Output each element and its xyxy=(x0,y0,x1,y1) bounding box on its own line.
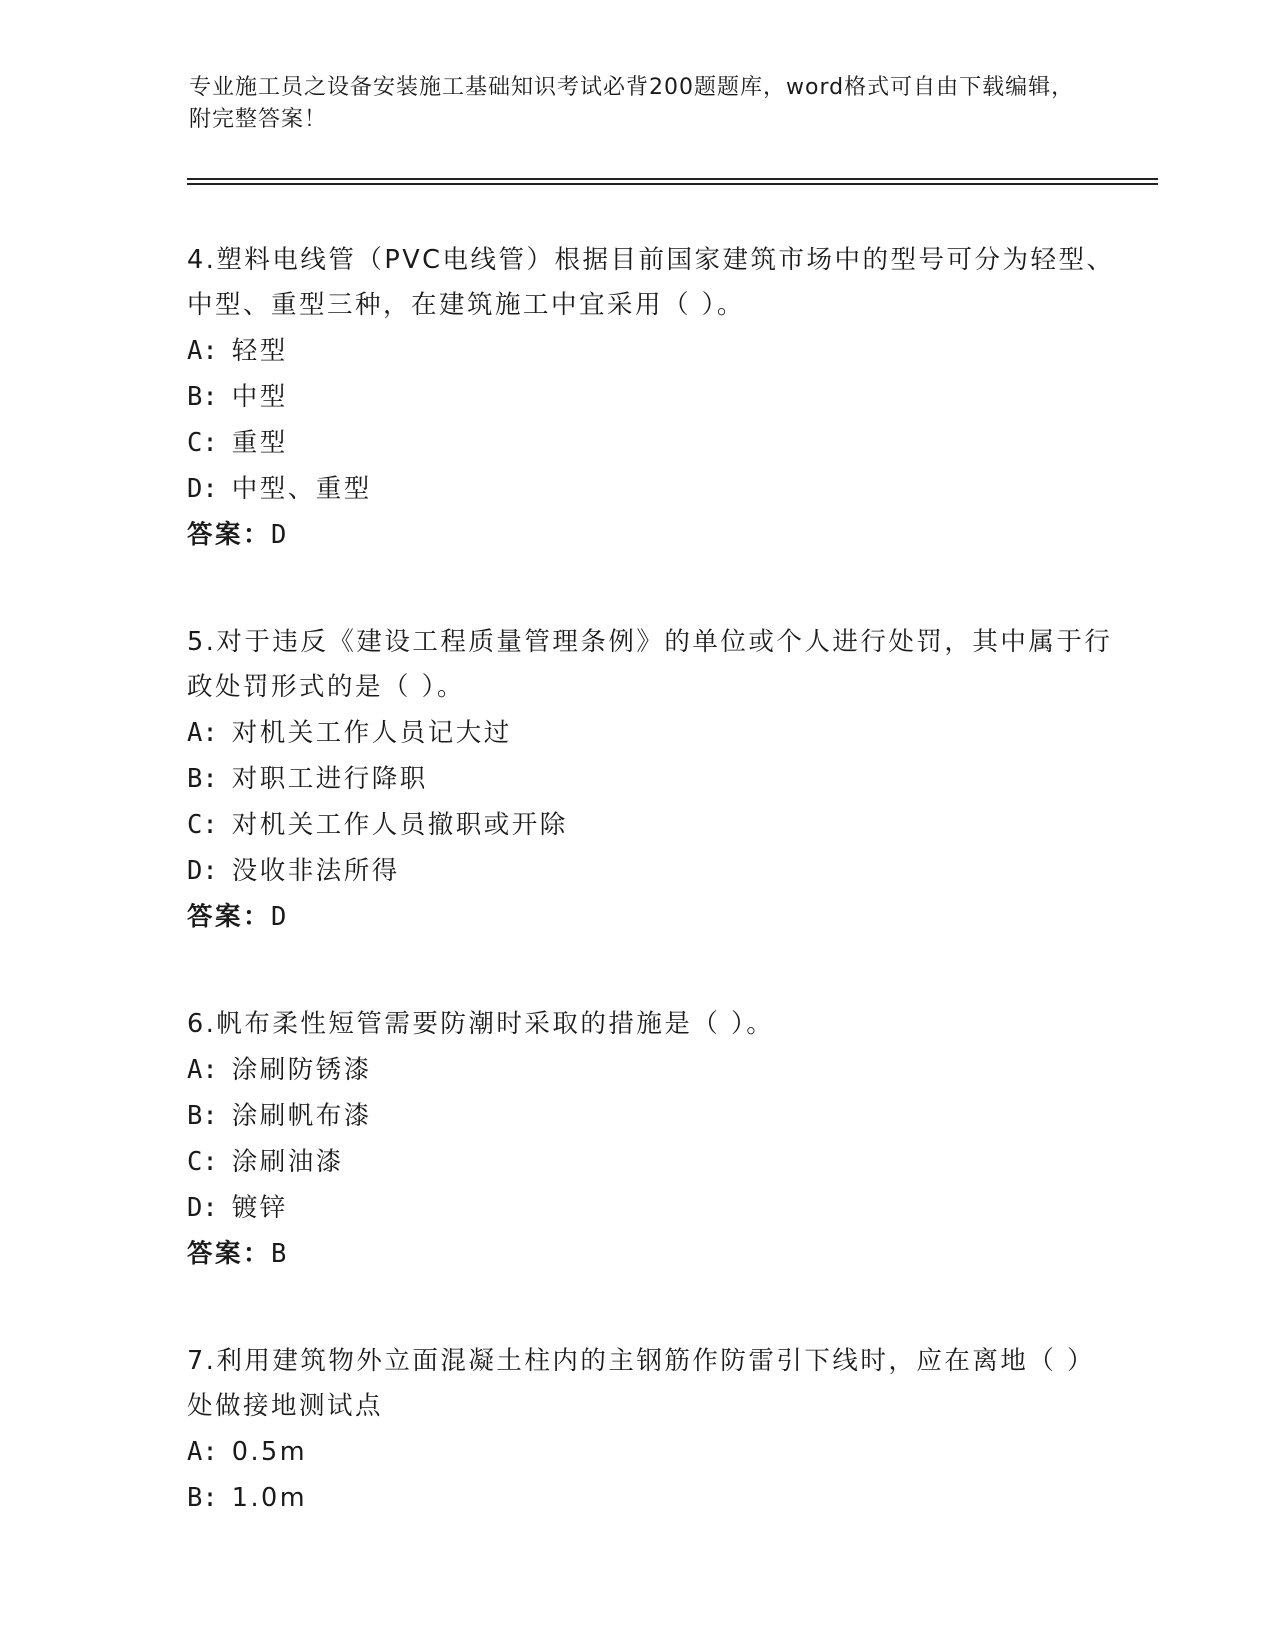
option-letter: A: xyxy=(187,718,218,748)
option-c xyxy=(187,802,1117,848)
document-header xyxy=(189,72,1089,136)
question-body: 帆布柔性短管需要防潮时采取的措施是（ ）。 xyxy=(216,1009,775,1039)
option-b xyxy=(187,374,1117,420)
option-letter: A: xyxy=(187,336,218,366)
answer-line xyxy=(187,512,1117,558)
option-c xyxy=(187,1139,1117,1185)
option-text: 1.0m xyxy=(231,1483,308,1513)
option-a xyxy=(187,1429,1117,1475)
option-letter: A: xyxy=(187,1437,218,1467)
answer-value: D xyxy=(271,902,287,932)
option-letter: C: xyxy=(187,810,218,840)
option-a xyxy=(187,710,1117,756)
question-number: 4. xyxy=(187,245,217,275)
option-letter: D: xyxy=(187,1193,218,1223)
option-text: 对机关工作人员记大过 xyxy=(231,718,512,748)
question-body: 塑料电线管（PVC电线管）根据目前国家建筑市场中的型号可分为轻型、中型、重型三种，在建筑施工中宜采用（ ）。 xyxy=(187,245,1115,320)
option-letter: D: xyxy=(187,474,218,504)
option-text: 对机关工作人员撤职或开除 xyxy=(231,810,568,840)
option-letter: B: xyxy=(187,382,218,412)
option-d xyxy=(187,1185,1117,1231)
option-letter: B: xyxy=(187,764,218,794)
option-text: 对职工进行降职 xyxy=(231,764,428,794)
option-text: 中型、重型 xyxy=(231,474,372,504)
option-text: 没收非法所得 xyxy=(231,856,400,886)
option-text: 0.5m xyxy=(231,1437,308,1467)
question-body: 利用建筑物外立面混凝土柱内的主钢筋作防雷引下线时，应在离地（ ）处做接地测试点 xyxy=(187,1346,1095,1421)
option-a xyxy=(187,328,1117,374)
header-divider-bottom xyxy=(187,183,1158,185)
question-4 xyxy=(187,238,1117,558)
option-letter: B: xyxy=(187,1101,218,1131)
question-body: 对于违反《建设工程质量管理条例》的单位或个人进行处罚，其中属于行政处罚形式的是（ ）。 xyxy=(187,627,1113,702)
question-number: 7. xyxy=(187,1346,217,1376)
answer-value: B xyxy=(271,1239,287,1269)
question-list xyxy=(187,238,1117,1583)
option-text: 涂刷防锈漆 xyxy=(231,1055,372,1085)
answer-label: 答案： xyxy=(187,1239,272,1269)
question-text xyxy=(187,1339,1117,1429)
question-5 xyxy=(187,620,1117,940)
option-b xyxy=(187,756,1117,802)
answer-line xyxy=(187,1231,1117,1277)
option-text: 涂刷帆布漆 xyxy=(231,1101,372,1131)
option-b xyxy=(187,1475,1117,1521)
option-letter: C: xyxy=(187,428,218,458)
header-divider-top xyxy=(187,178,1158,180)
question-text xyxy=(187,1002,1117,1047)
answer-value: D xyxy=(271,520,287,550)
document-title: 专业施工员之设备安装施工基础知识考试必背200题题库，word格式可自由下载编辑，附完整答案！ xyxy=(189,75,1075,132)
question-6 xyxy=(187,1002,1117,1277)
option-a xyxy=(187,1047,1117,1093)
option-text: 轻型 xyxy=(231,336,288,366)
answer-line xyxy=(187,894,1117,940)
option-letter: A: xyxy=(187,1055,218,1085)
answer-label: 答案： xyxy=(187,520,272,550)
option-b xyxy=(187,1093,1117,1139)
option-text: 重型 xyxy=(231,428,288,458)
question-number: 6. xyxy=(187,1009,217,1039)
question-number: 5. xyxy=(187,627,217,657)
option-d xyxy=(187,848,1117,894)
option-letter: D: xyxy=(187,856,218,886)
question-text xyxy=(187,620,1117,710)
option-letter: C: xyxy=(187,1147,218,1177)
question-text xyxy=(187,238,1117,328)
option-c xyxy=(187,420,1117,466)
option-text: 中型 xyxy=(231,382,288,412)
option-text: 涂刷油漆 xyxy=(231,1147,344,1177)
answer-label: 答案： xyxy=(187,902,272,932)
option-d xyxy=(187,466,1117,512)
question-7 xyxy=(187,1339,1117,1521)
option-text: 镀锌 xyxy=(231,1193,288,1223)
option-letter: B: xyxy=(187,1483,218,1513)
